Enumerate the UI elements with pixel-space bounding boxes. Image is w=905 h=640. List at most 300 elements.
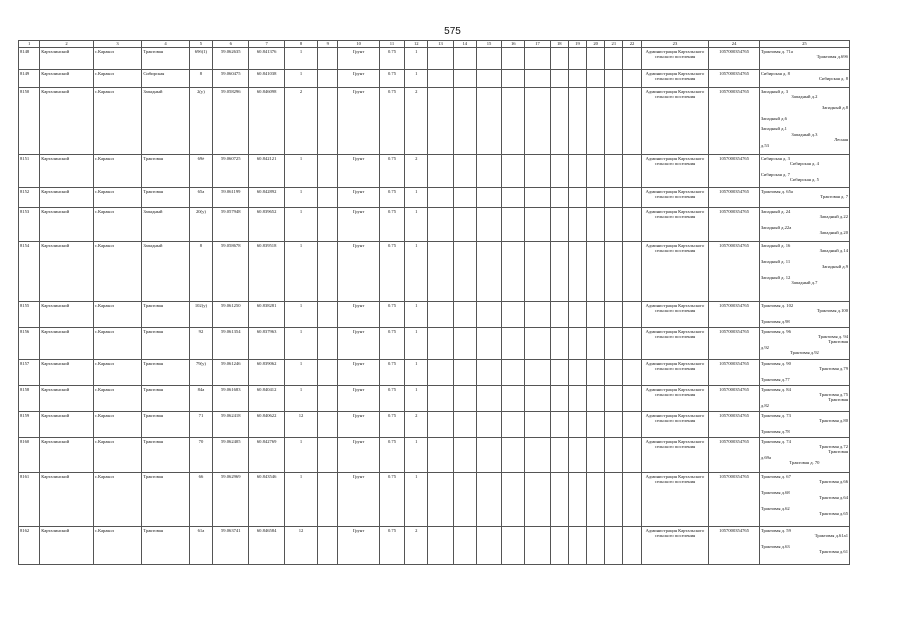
district-cell: Карталинский	[40, 188, 94, 208]
container-count-cell: 1	[405, 438, 428, 473]
latitude-cell: 59.063741	[213, 527, 249, 565]
surface-cell: Грунт	[338, 208, 379, 242]
site-count-cell: 12	[284, 412, 317, 438]
empty-cell	[318, 48, 338, 70]
served-address: Трактовая д.80	[819, 417, 848, 423]
column-number-row	[19, 41, 850, 48]
empty-cell	[318, 438, 338, 473]
street-cell: Трактовая	[142, 328, 190, 360]
served-address: Трактовая д.61	[819, 549, 848, 555]
empty-cell	[623, 155, 641, 188]
street-cell: Сибирская	[142, 70, 190, 88]
site-count-cell: 1	[284, 48, 317, 70]
empty-cell	[476, 208, 501, 242]
served-address: Лесная	[834, 137, 848, 143]
row-number: 8151	[19, 155, 40, 188]
volume-cell: 0.75	[379, 527, 404, 565]
served-address: Трактовая д.63	[760, 543, 790, 549]
row-number: 8159	[19, 412, 40, 438]
empty-cell	[568, 386, 586, 412]
volume-cell: 0.75	[379, 386, 404, 412]
district-cell: Карталинский	[40, 527, 94, 565]
served-address: Трактовая д.61а1	[814, 532, 848, 538]
ogrn-cell: 1057000354765	[709, 302, 760, 328]
empty-cell	[453, 188, 476, 208]
container-count-cell: 1	[405, 302, 428, 328]
container-count-cell: 2	[405, 412, 428, 438]
house-number-cell: 20(у)	[189, 208, 212, 242]
empty-cell	[428, 386, 453, 412]
empty-cell	[428, 208, 453, 242]
empty-cell	[428, 188, 453, 208]
column-number: 9	[318, 41, 338, 48]
ogrn-cell: 1057000354765	[709, 48, 760, 70]
empty-cell	[502, 386, 525, 412]
surface-cell: Грунт	[338, 155, 379, 188]
longitude-cell: 60.839062	[249, 360, 284, 386]
empty-cell	[502, 188, 525, 208]
table-row	[19, 155, 850, 188]
empty-cell	[318, 328, 338, 360]
surface-cell: Грунт	[338, 328, 379, 360]
empty-cell	[525, 188, 550, 208]
empty-cell	[428, 473, 453, 527]
served-address: д.69а	[760, 454, 771, 460]
served-address: Западный д. 12	[760, 274, 791, 280]
column-number: 12	[405, 41, 428, 48]
served-addresses-cell	[759, 360, 849, 386]
empty-cell	[318, 527, 338, 565]
empty-cell	[525, 473, 550, 527]
row-number: 8152	[19, 188, 40, 208]
ogrn-cell: 1057000354765	[709, 328, 760, 360]
district-cell: Карталинский	[40, 242, 94, 302]
empty-cell	[453, 438, 476, 473]
table-row	[19, 208, 850, 242]
served-address: Трактовая д. 84	[760, 386, 791, 392]
served-address: Западный д.6	[760, 115, 787, 121]
empty-cell	[428, 438, 453, 473]
served-address: д.53	[760, 142, 769, 148]
site-count-cell: 1	[284, 473, 317, 527]
served-addresses-cell	[759, 438, 849, 473]
empty-cell	[568, 473, 586, 527]
empty-cell	[587, 70, 605, 88]
empty-cell	[587, 328, 605, 360]
empty-cell	[318, 302, 338, 328]
empty-cell	[525, 386, 550, 412]
column-number: 24	[709, 41, 760, 48]
empty-cell	[318, 473, 338, 527]
empty-cell	[568, 208, 586, 242]
served-address: Сибирская д. 8	[818, 75, 848, 81]
latitude-cell: 59.062635	[213, 48, 249, 70]
empty-cell	[623, 188, 641, 208]
served-address: Сибирская д. 3	[760, 155, 790, 161]
latitude-cell: 59.061354	[213, 328, 249, 360]
owner-cell: Администрация Картальского сельского поселения	[641, 48, 709, 70]
empty-cell	[476, 412, 501, 438]
latitude-cell: 59.061199	[213, 188, 249, 208]
empty-cell	[605, 302, 623, 328]
locality-cell: с.Каракол	[93, 242, 142, 302]
served-address: Трактовая д.66	[819, 478, 848, 484]
column-number: 22	[623, 41, 641, 48]
table-body	[19, 48, 850, 565]
served-address: Трактовая д.98	[760, 318, 790, 324]
owner-cell: Администрация Картальского сельского поселения	[641, 302, 709, 328]
latitude-cell: 59.062418	[213, 412, 249, 438]
row-number: 8160	[19, 438, 40, 473]
longitude-cell: 60.839652	[249, 208, 284, 242]
container-count-cell: 1	[405, 188, 428, 208]
site-count-cell: 1	[284, 438, 317, 473]
owner-cell: Администрация Картальского сельского поселения	[641, 473, 709, 527]
longitude-cell: 60.839518	[249, 242, 284, 302]
table-row	[19, 328, 850, 360]
district-cell: Карталинский	[40, 70, 94, 88]
longitude-cell: 60.842892	[249, 188, 284, 208]
served-address: Западный д.20	[819, 230, 848, 236]
empty-cell	[502, 438, 525, 473]
table-row	[19, 242, 850, 302]
empty-cell	[623, 527, 641, 565]
district-cell: Карталинский	[40, 88, 94, 155]
district-cell: Карталинский	[40, 302, 94, 328]
district-cell: Карталинский	[40, 208, 94, 242]
surface-cell: Грунт	[338, 242, 379, 302]
column-number: 20	[587, 41, 605, 48]
house-number-cell: 69б(1)	[189, 48, 212, 70]
empty-cell	[550, 70, 568, 88]
district-cell: Карталинский	[40, 386, 94, 412]
empty-cell	[605, 360, 623, 386]
site-count-cell: 1	[284, 302, 317, 328]
empty-cell	[525, 242, 550, 302]
empty-cell	[502, 88, 525, 155]
surface-cell: Грунт	[338, 360, 379, 386]
volume-cell: 0.75	[379, 302, 404, 328]
container-count-cell: 1	[405, 70, 428, 88]
empty-cell	[476, 386, 501, 412]
street-cell: Трактовая	[142, 155, 190, 188]
empty-cell	[318, 412, 338, 438]
empty-cell	[623, 70, 641, 88]
empty-cell	[453, 70, 476, 88]
street-cell: Западный	[142, 242, 190, 302]
served-address: Трактовая д. 73	[760, 412, 791, 418]
empty-cell	[550, 438, 568, 473]
empty-cell	[453, 88, 476, 155]
house-number-cell: 71	[189, 412, 212, 438]
empty-cell	[476, 360, 501, 386]
longitude-cell: 60.841038	[249, 70, 284, 88]
house-number-cell: 79(у)	[189, 360, 212, 386]
served-address: Трактовая д. 7	[820, 193, 848, 199]
surface-cell: Грунт	[338, 88, 379, 155]
served-address: Трактовая д.78	[760, 428, 790, 434]
served-address: Западный д.7	[791, 280, 818, 286]
empty-cell	[476, 155, 501, 188]
empty-cell	[587, 155, 605, 188]
empty-cell	[476, 88, 501, 155]
served-address: Западный д. 24	[760, 208, 791, 214]
owner-cell: Администрация Картальского сельского поселения	[641, 527, 709, 565]
empty-cell	[550, 188, 568, 208]
district-cell: Карталинский	[40, 360, 94, 386]
latitude-cell: 59.060475	[213, 70, 249, 88]
empty-cell	[605, 386, 623, 412]
empty-cell	[623, 48, 641, 70]
row-number: 8148	[19, 48, 40, 70]
locality-cell: с.Каракол	[93, 527, 142, 565]
table-row	[19, 438, 850, 473]
served-address: Трактовая д.68	[760, 489, 790, 495]
container-count-cell: 1	[405, 208, 428, 242]
empty-cell	[502, 70, 525, 88]
ogrn-cell: 1057000354765	[709, 70, 760, 88]
house-number-cell: 84а	[189, 386, 212, 412]
empty-cell	[550, 48, 568, 70]
surface-cell: Грунт	[338, 527, 379, 565]
served-address: Западный д.9	[821, 264, 848, 270]
empty-cell	[550, 328, 568, 360]
empty-cell	[428, 302, 453, 328]
longitude-cell: 60.842769	[249, 438, 284, 473]
empty-cell	[623, 242, 641, 302]
column-number: 23	[641, 41, 709, 48]
owner-cell: Администрация Картальского сельского поселения	[641, 360, 709, 386]
empty-cell	[502, 48, 525, 70]
empty-cell	[587, 88, 605, 155]
owner-cell: Администрация Картальского сельского поселения	[641, 70, 709, 88]
locality-cell: с.Каракол	[93, 208, 142, 242]
column-number: 7	[249, 41, 284, 48]
owner-cell: Администрация Картальского сельского поселения	[641, 88, 709, 155]
locality-cell: с.Каракол	[93, 188, 142, 208]
latitude-cell: 59.062969	[213, 473, 249, 527]
served-address: Сибирская д. 5	[789, 177, 819, 183]
empty-cell	[605, 412, 623, 438]
served-address: Трактовая д.92	[789, 350, 819, 356]
empty-cell	[525, 360, 550, 386]
empty-cell	[605, 208, 623, 242]
street-cell: Западный	[142, 88, 190, 155]
street-cell: Трактовая	[142, 188, 190, 208]
empty-cell	[502, 527, 525, 565]
latitude-cell: 59.060725	[213, 155, 249, 188]
container-count-cell: 1	[405, 386, 428, 412]
street-cell: Трактовая	[142, 48, 190, 70]
served-address: Трактовая д.77	[760, 376, 790, 382]
empty-cell	[318, 242, 338, 302]
empty-cell	[453, 360, 476, 386]
empty-cell	[453, 412, 476, 438]
empty-cell	[550, 208, 568, 242]
ogrn-cell: 1057000354765	[709, 208, 760, 242]
served-address: д.82	[760, 402, 769, 408]
empty-cell	[318, 70, 338, 88]
empty-cell	[453, 302, 476, 328]
street-cell: Трактовая	[142, 527, 190, 565]
locality-cell: с.Каракол	[93, 386, 142, 412]
volume-cell: 0.75	[379, 70, 404, 88]
column-number: 2	[40, 41, 94, 48]
owner-cell: Администрация Картальского сельского поселения	[641, 386, 709, 412]
column-number: 16	[502, 41, 525, 48]
served-addresses-cell	[759, 188, 849, 208]
empty-cell	[428, 48, 453, 70]
volume-cell: 0.75	[379, 155, 404, 188]
district-cell: Карталинский	[40, 438, 94, 473]
served-address: Западный д.8	[821, 104, 848, 110]
served-address: Трактовая д. 70	[789, 460, 820, 466]
empty-cell	[623, 473, 641, 527]
served-address: Западный д.1	[760, 126, 787, 132]
empty-cell	[550, 386, 568, 412]
empty-cell	[476, 48, 501, 70]
owner-cell: Администрация Картальского сельского поселения	[641, 208, 709, 242]
column-number: 17	[525, 41, 550, 48]
owner-cell: Администрация Картальского сельского поселения	[641, 438, 709, 473]
empty-cell	[453, 386, 476, 412]
surface-cell: Грунт	[338, 188, 379, 208]
surface-cell: Грунт	[338, 412, 379, 438]
served-addresses-cell	[759, 155, 849, 188]
row-number: 8158	[19, 386, 40, 412]
street-cell: Трактовая	[142, 438, 190, 473]
ogrn-cell: 1057000354765	[709, 386, 760, 412]
district-cell: Карталинский	[40, 412, 94, 438]
empty-cell	[568, 302, 586, 328]
empty-cell	[623, 302, 641, 328]
empty-cell	[428, 242, 453, 302]
house-number-cell: 61а	[189, 527, 212, 565]
volume-cell: 0.75	[379, 328, 404, 360]
empty-cell	[568, 412, 586, 438]
site-count-cell: 12	[284, 527, 317, 565]
empty-cell	[525, 155, 550, 188]
served-address: Западный д.22	[819, 213, 848, 219]
empty-cell	[605, 242, 623, 302]
ogrn-cell: 1057000354765	[709, 412, 760, 438]
served-address: Западный д. 11	[760, 258, 791, 264]
container-count-cell: 1	[405, 360, 428, 386]
locality-cell: с.Каракол	[93, 48, 142, 70]
empty-cell	[476, 328, 501, 360]
column-number: 18	[550, 41, 568, 48]
surface-cell: Грунт	[338, 386, 379, 412]
street-cell: Трактовая	[142, 386, 190, 412]
served-address: Трактовая д. 71а	[760, 48, 793, 54]
empty-cell	[605, 48, 623, 70]
empty-cell	[587, 527, 605, 565]
empty-cell	[525, 88, 550, 155]
empty-cell	[623, 412, 641, 438]
empty-cell	[587, 188, 605, 208]
longitude-cell: 60.838281	[249, 302, 284, 328]
empty-cell	[605, 328, 623, 360]
served-address: Трактовая д. 65а	[760, 188, 793, 194]
surface-cell: Грунт	[338, 302, 379, 328]
empty-cell	[605, 188, 623, 208]
volume-cell: 0.75	[379, 412, 404, 438]
empty-cell	[525, 412, 550, 438]
empty-cell	[525, 527, 550, 565]
house-number-cell: 8	[189, 70, 212, 88]
row-number: 8154	[19, 242, 40, 302]
owner-cell: Администрация Картальского сельского поселения	[641, 412, 709, 438]
column-number: 13	[428, 41, 453, 48]
district-cell: Карталинский	[40, 328, 94, 360]
ogrn-cell: 1057000354765	[709, 527, 760, 565]
empty-cell	[550, 88, 568, 155]
served-address: Трактовая д.72	[819, 443, 848, 449]
empty-cell	[525, 208, 550, 242]
empty-cell	[502, 473, 525, 527]
empty-cell	[587, 48, 605, 70]
empty-cell	[568, 188, 586, 208]
ogrn-cell: 1057000354765	[709, 88, 760, 155]
ogrn-cell: 1057000354765	[709, 360, 760, 386]
owner-cell: Администрация Картальского сельского поселения	[641, 242, 709, 302]
empty-cell	[568, 155, 586, 188]
served-address: Трактовая д.100	[816, 307, 848, 313]
empty-cell	[476, 438, 501, 473]
empty-cell	[453, 48, 476, 70]
empty-cell	[525, 438, 550, 473]
empty-cell	[453, 527, 476, 565]
empty-cell	[525, 48, 550, 70]
house-number-cell: 102(у)	[189, 302, 212, 328]
empty-cell	[453, 242, 476, 302]
column-number: 10	[338, 41, 379, 48]
empty-cell	[587, 473, 605, 527]
served-address: Трактовая д. 67	[760, 473, 791, 479]
table-row	[19, 386, 850, 412]
table-row	[19, 188, 850, 208]
latitude-cell: 59.058678	[213, 242, 249, 302]
ogrn-cell: 1057000354765	[709, 242, 760, 302]
empty-cell	[476, 302, 501, 328]
surface-cell: Грунт	[338, 48, 379, 70]
empty-cell	[453, 208, 476, 242]
volume-cell: 0.75	[379, 242, 404, 302]
empty-cell	[605, 155, 623, 188]
locality-cell: с.Каракол	[93, 412, 142, 438]
site-count-cell: 1	[284, 155, 317, 188]
empty-cell	[428, 328, 453, 360]
empty-cell	[605, 88, 623, 155]
volume-cell: 0.75	[379, 438, 404, 473]
table-row	[19, 70, 850, 88]
empty-cell	[318, 155, 338, 188]
empty-cell	[318, 188, 338, 208]
ogrn-cell: 1057000354765	[709, 438, 760, 473]
row-number: 8156	[19, 328, 40, 360]
row-number: 8149	[19, 70, 40, 88]
served-address: Западный д.3	[791, 131, 818, 137]
column-number: 4	[142, 41, 190, 48]
owner-cell: Администрация Картальского сельского поселения	[641, 188, 709, 208]
empty-cell	[502, 328, 525, 360]
empty-cell	[568, 438, 586, 473]
house-number-cell: 70	[189, 438, 212, 473]
house-number-cell: 8	[189, 242, 212, 302]
ogrn-cell: 1057000354765	[709, 473, 760, 527]
empty-cell	[605, 473, 623, 527]
empty-cell	[568, 242, 586, 302]
